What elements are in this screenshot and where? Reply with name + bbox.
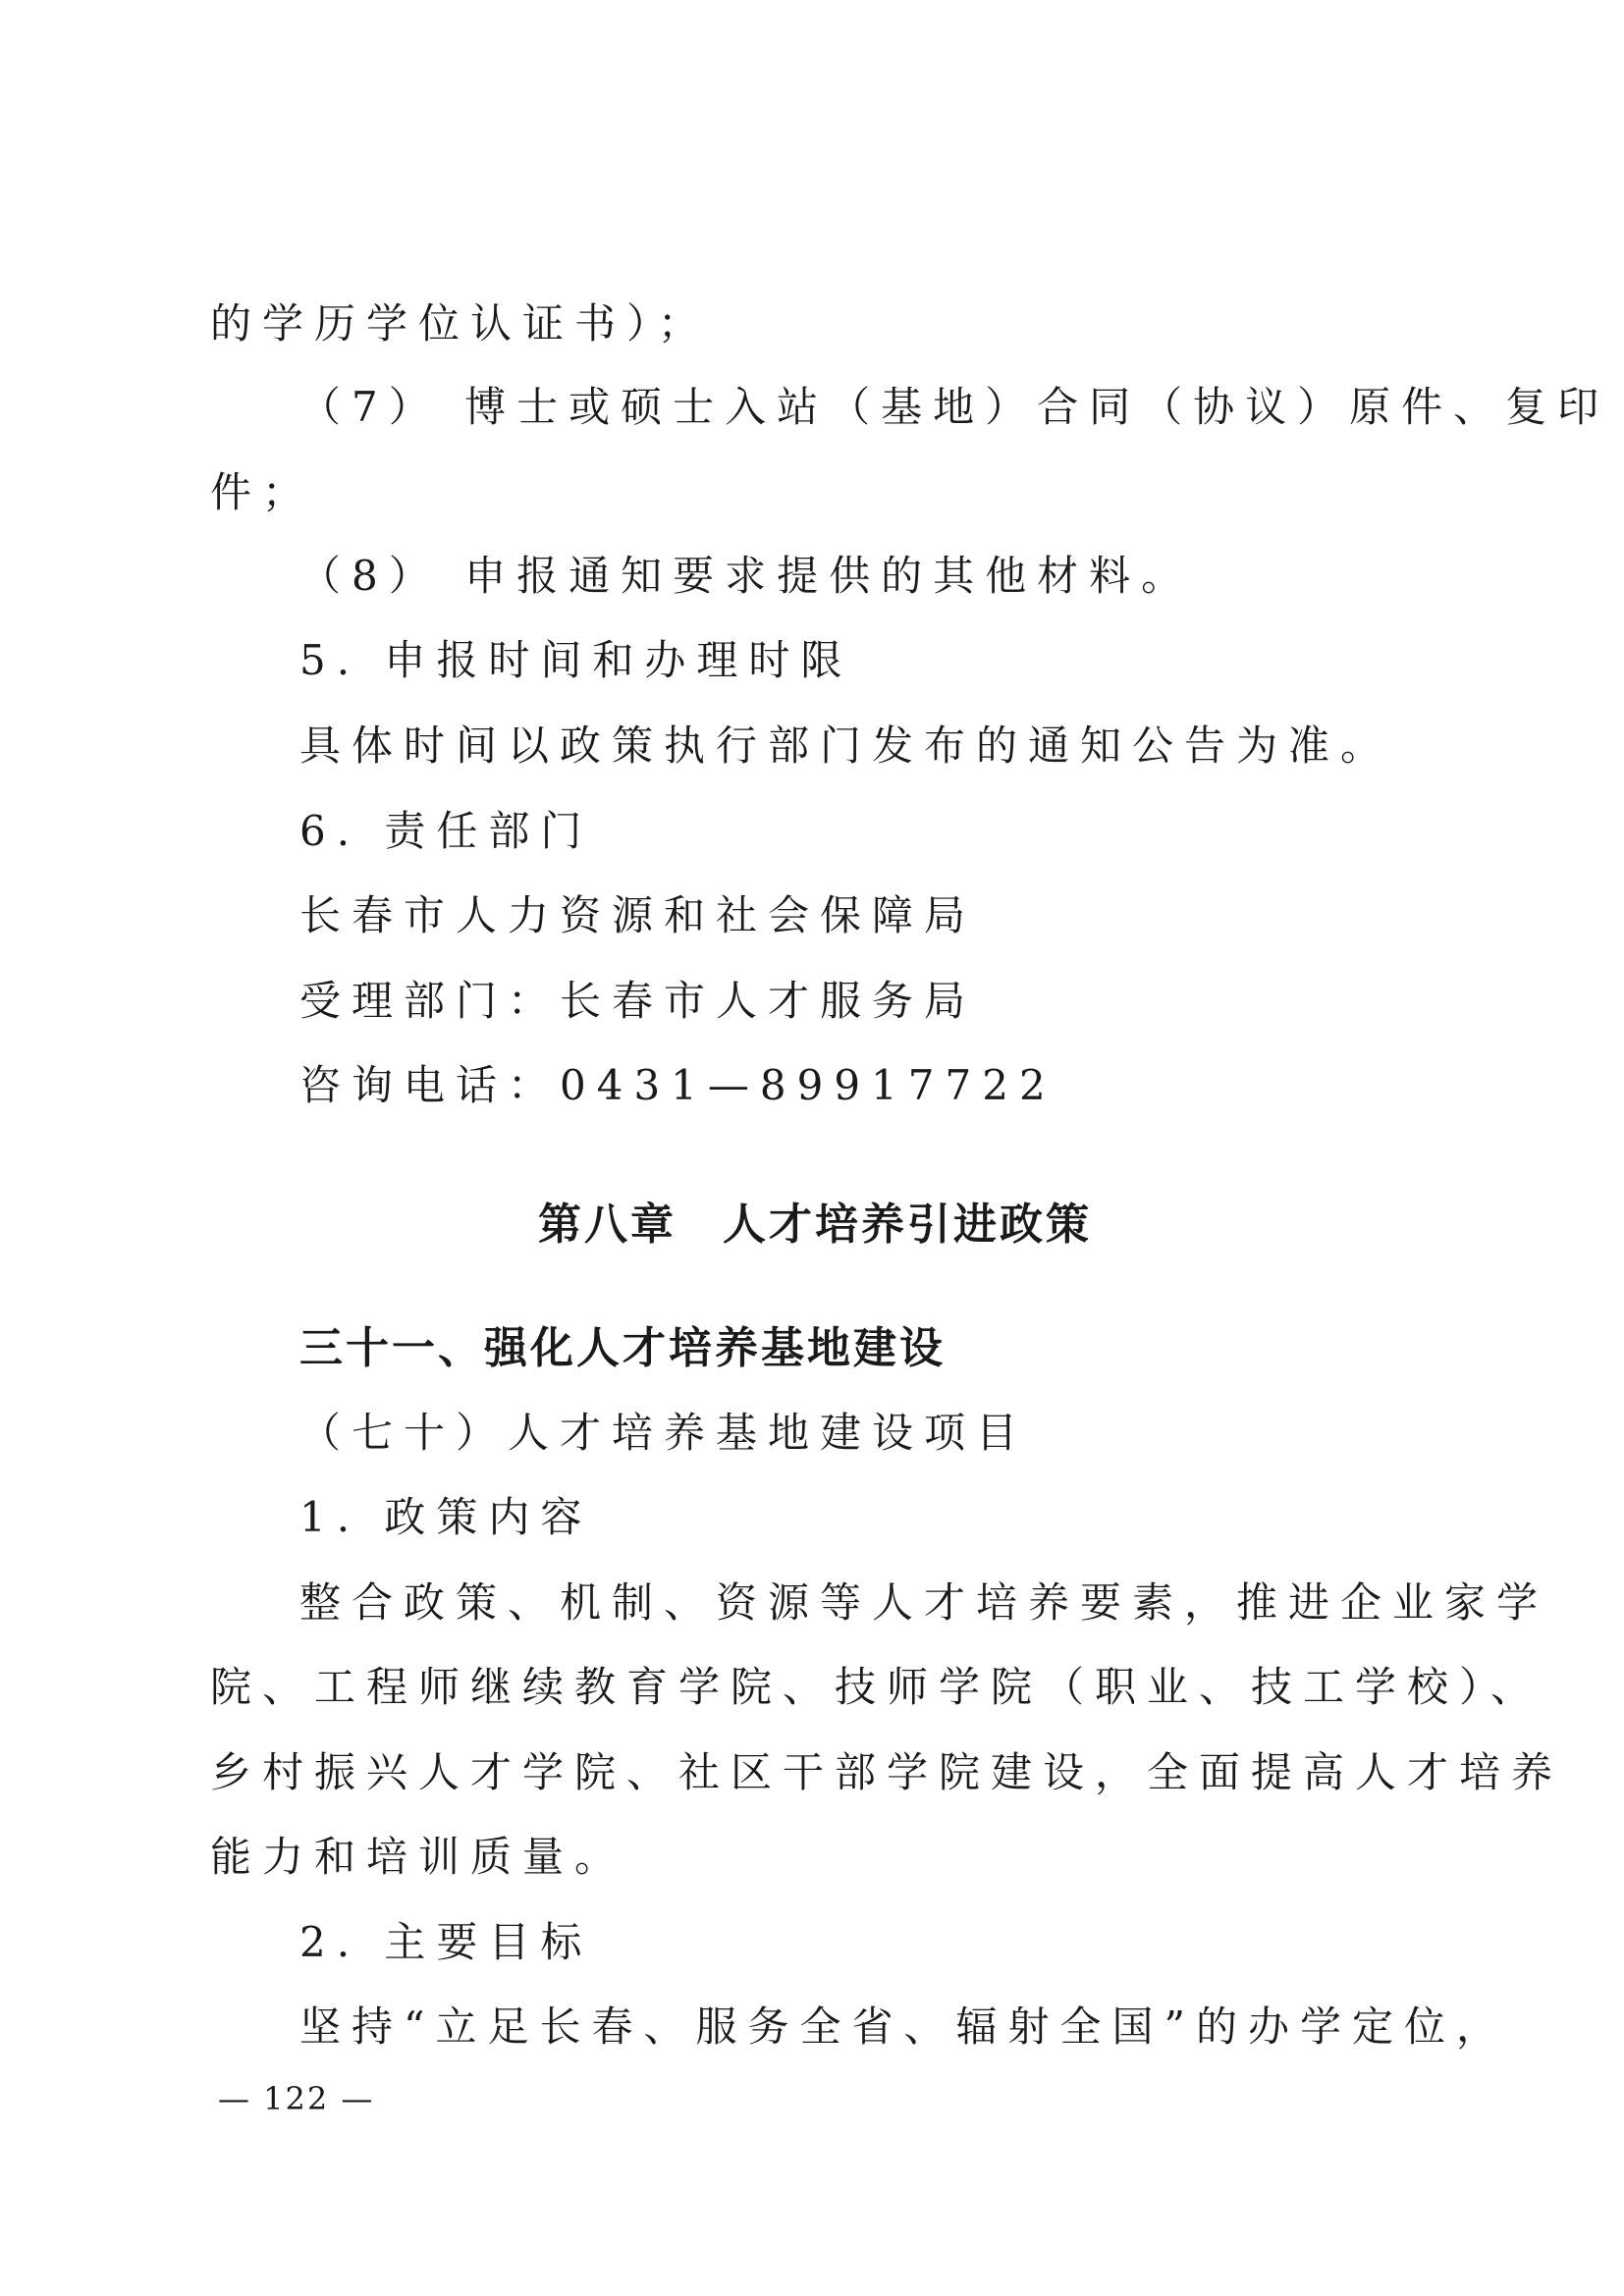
text-line: 5. 申报时间和办理时限 xyxy=(299,636,853,684)
text-line: （7） 博士或硕士入站（基地）合同（协议）原件、复印 xyxy=(299,383,1610,431)
subsection-title: （七十）人才培养基地建设项目 xyxy=(299,1409,1029,1457)
text-line: 1. 政策内容 xyxy=(299,1493,593,1541)
text-line: 2. 主要目标 xyxy=(299,1918,593,1966)
text-line: 具体时间以政策执行部门发布的通知公告为准。 xyxy=(299,721,1393,770)
text-line: 件； xyxy=(210,468,315,516)
section-title: 三十一、强化人才培养基地建设 xyxy=(299,1323,946,1373)
text-line: 长春市人力资源和社会保障局 xyxy=(299,891,977,939)
text-line: 院、工程师继续教育学院、技师学院（职业、技工学校）、 xyxy=(210,1663,1543,1711)
text-line: 能力和培训质量。 xyxy=(210,1833,627,1881)
text-line: 受理部门：长春市人才服务局 xyxy=(299,977,977,1025)
chapter-title: 第八章 人才培养引进政策 xyxy=(538,1200,1092,1250)
page-number: — 122 — xyxy=(218,2080,375,2117)
text-line: 6. 责任部门 xyxy=(299,807,593,855)
text-line: 乡村振兴人才学院、社区干部学院建设，全面提高人才培养 xyxy=(210,1748,1564,1796)
text-line: 坚持“立足长春、服务全省、辐射全国”的办学定位， xyxy=(299,2002,1508,2051)
text-line: 的学历学位认证书）； xyxy=(210,299,711,347)
text-line: 整合政策、机制、资源等人才培养要素，推进企业家学 xyxy=(299,1578,1549,1627)
text-line: 咨询电话：0431—89917722 xyxy=(299,1061,1056,1109)
text-line: （8） 申报通知要求提供的其他材料。 xyxy=(299,552,1194,600)
